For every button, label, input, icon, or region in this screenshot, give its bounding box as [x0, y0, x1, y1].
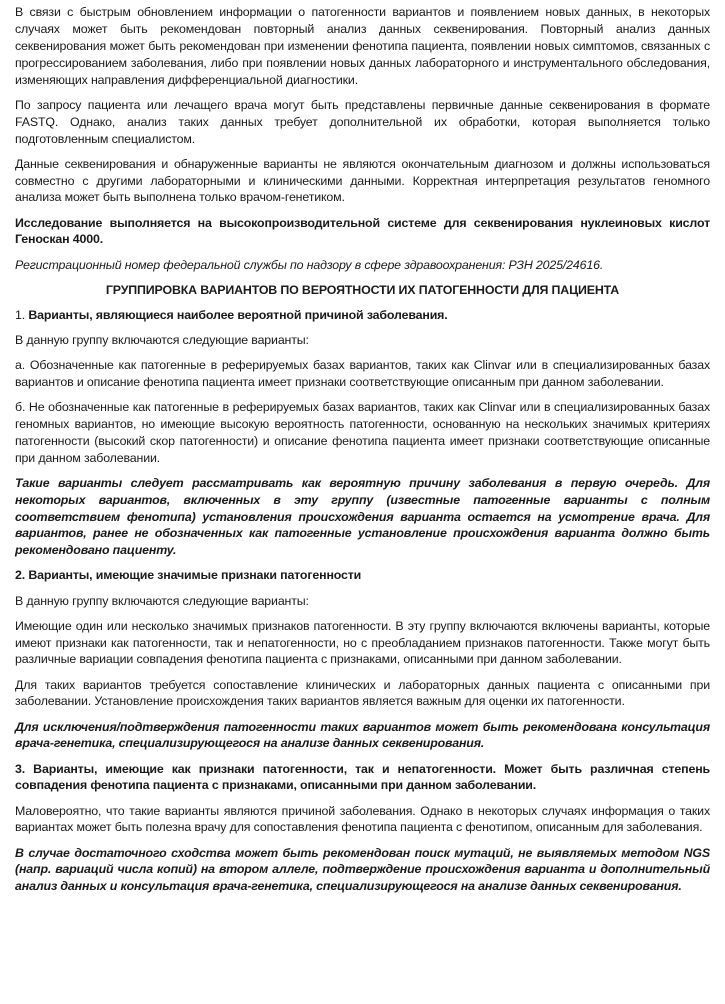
- group-note: Для исключения/подтверждения патогенности таких вариантов может быть рекомендована консультация врача-генетика, специализирующегося на анализе данных секвенирования.: [15, 719, 710, 751]
- paragraph-registration: Регистрационный номер федеральной службы по надзору в сфере здравоохранения: РЗН 2025/24616.: [15, 257, 604, 272]
- group-intro: В данную группу включаются следующие варианты:: [15, 332, 309, 347]
- group-title: 2. Варианты, имеющие значимые признаки патогенности: [15, 568, 362, 583]
- section-heading: ГРУППИРОВКА ВАРИАНТОВ ПО ВЕРОЯТНОСТИ ИХ ПАТОГЕННОСТИ ДЛЯ ПАЦИЕНТА: [105, 282, 620, 297]
- group-item: б. Не обозначенные как патогенные в реферируемых базах вариантов, таких как Clinvar или в специализированных базах геномных вариантов, но имеющие высокую вероятность патогенности, основанную на нескольких значимых критериях патогенности (высокий скор патогенности) и описание фенотипа пациента имеет признаки соответствующие описанные при данном заболевании.: [15, 399, 710, 465]
- group-1: [15, 307, 710, 560]
- group-title: 3. Варианты, имеющие как признаки патогенности, так и непатогенности. Может быть различная степень совпадения фенотипа пациента с признаками, описанными при данном заболевании.: [15, 761, 710, 793]
- group-note: В случае достаточного сходства может быть рекомендован поиск мутаций, не выявляемых методом NGS (напр. вариаций числа копий) на втором аллеле, подтверждение происхождения варианта и дополнительный анализ данных и консультация врача-генетика, специализирующегося на анализе данных секвенирования.: [15, 845, 710, 894]
- paragraph-sequencer: Исследование выполняется на высокопроизводительной системе для секвенирования нуклеиновых кислот Геноскан 4000.: [15, 215, 710, 247]
- group-title-text: Варианты, являющиеся наиболее вероятной причиной заболевания.: [28, 307, 448, 322]
- paragraph-fastq: По запросу пациента или лечащего врача могут быть представлены первичные данные секвенирования в формате FASTQ. Однако, анализ таких данных требует дополнительной их обработки, которая выполняется только подготовленным специалистом.: [15, 97, 710, 146]
- paragraph-reanalysis: В связи с быстрым обновлением информации о патогенности вариантов и появлением новых данных, в некоторых случаях может быть рекомендован повторный анализ данных секвенирования. Повторный анализ данных секвенирования может быть рекомендован при изменении фенотипа пациента, появлении новых симптомов, связанных с прогрессированием заболевания, либо при появлении новых данных лабораторного и инструментального обследования, изменяющих направления дифференциальной диагностики.: [15, 5, 710, 87]
- group-item: Маловероятно, что такие варианты являются причиной заболевания. Однако в некоторых случаях информация о таких вариантах может быть полезна врачу для сопоставления фенотипа пациента с фенотипом, описанным для заболевания.: [15, 803, 710, 835]
- group-title: [15, 307, 710, 324]
- group-2: [15, 567, 710, 752]
- group-item: а. Обозначенные как патогенные в реферируемых базах вариантов, таких как Clinvar или в специализированных базах вариантов и описание фенотипа пациента имеет признаки соответствующие описанным при данном заболевании.: [15, 357, 710, 389]
- group-item: Имеющие один или несколько значимых признаков патогенности. В эту группу включаются включены варианты, которые имеют признаки как патогенности, так и непатогенности, но с преобладанием признаков патогенности. Также могут быть различные вариации совпадения фенотипа пациента с признаками, описанными при данном заболевании.: [15, 618, 710, 667]
- group-note: Такие варианты следует рассматривать как вероятную причину заболевания в первую очередь. Для некоторых вариантов, включенных в эту группу (известные патогенные варианты с полным соответствием фенотипа) установления происхождения варианта остается на усмотрение врача. Для вариантов, ранее не обозначенных как патогенные установление происхождения варианта должно быть рекомендовано пациенту.: [15, 475, 710, 558]
- group-intro: В данную группу включаются следующие варианты:: [15, 593, 309, 608]
- group-3: [15, 761, 710, 896]
- paragraph-disclaimer: Данные секвенирования и обнаруженные варианты не являются окончательным диагнозом и должны использоваться совместно с другими лабораторными и клиническими данными. Корректная интерпретация результатов геномного анализа может быть выполнена только врачом-генетиком.: [15, 156, 710, 205]
- group-item: Для таких вариантов требуется сопоставление клинических и лабораторных данных пациента с описанными при заболевании. Установление происхождения таких вариантов является важным для оценки их патогенности.: [15, 677, 710, 709]
- group-number: 1.: [15, 307, 26, 322]
